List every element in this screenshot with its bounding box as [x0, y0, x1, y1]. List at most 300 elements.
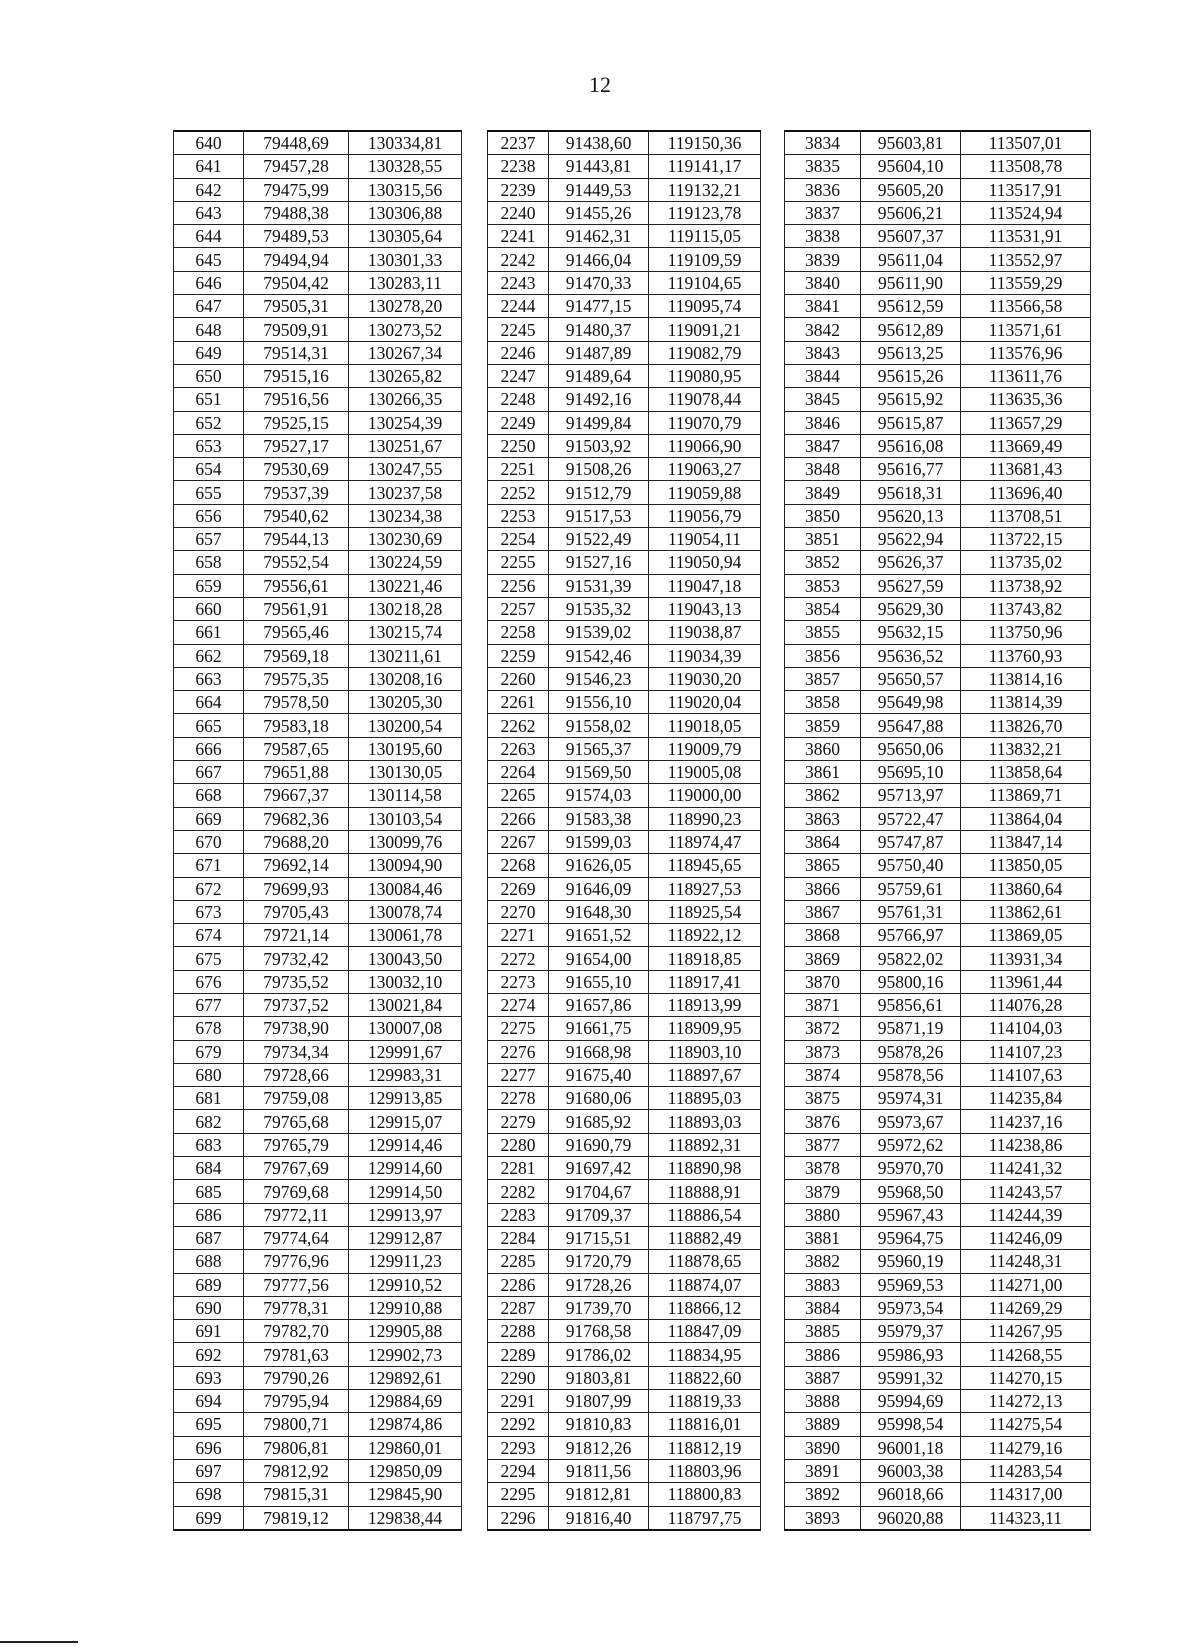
table-cell: 79494,94 — [244, 248, 349, 271]
column-gap — [761, 1296, 785, 1319]
table-cell: 655 — [174, 481, 244, 504]
table-cell: 113832,21 — [961, 737, 1091, 760]
table-cell: 129913,85 — [349, 1087, 462, 1110]
table-cell: 119009,79 — [649, 737, 761, 760]
table-cell: 79552,54 — [244, 551, 349, 574]
table-cell: 114107,23 — [961, 1040, 1091, 1063]
table-row — [174, 970, 1091, 993]
table-cell: 2237 — [488, 131, 549, 155]
column-gap — [761, 737, 785, 760]
table-cell: 3848 — [785, 458, 861, 481]
table-cell: 95878,56 — [861, 1063, 961, 1086]
table-cell: 130114,58 — [349, 784, 462, 807]
table-cell: 2290 — [488, 1366, 549, 1389]
table-cell: 658 — [174, 551, 244, 574]
table-cell: 113681,43 — [961, 458, 1091, 481]
table-cell: 643 — [174, 201, 244, 224]
table-cell: 686 — [174, 1203, 244, 1226]
table-cell: 95650,57 — [861, 667, 961, 690]
table-cell: 666 — [174, 737, 244, 760]
table-cell: 2296 — [488, 1506, 549, 1530]
table-cell: 676 — [174, 970, 244, 993]
table-row — [174, 1157, 1091, 1180]
table-cell: 91646,09 — [549, 877, 649, 900]
table-cell: 91704,67 — [549, 1180, 649, 1203]
table-cell: 129911,23 — [349, 1250, 462, 1273]
table-cell: 130305,64 — [349, 225, 462, 248]
column-gap — [462, 178, 488, 201]
column-gap — [462, 924, 488, 947]
table-cell: 2281 — [488, 1157, 549, 1180]
column-gap — [761, 318, 785, 341]
table-cell: 648 — [174, 318, 244, 341]
table-cell: 130247,55 — [349, 458, 462, 481]
table-cell: 2294 — [488, 1459, 549, 1482]
table-row — [174, 388, 1091, 411]
table-row — [174, 621, 1091, 644]
table-cell: 2238 — [488, 155, 549, 178]
table-cell: 79516,56 — [244, 388, 349, 411]
table-cell: 91487,89 — [549, 341, 649, 364]
column-gap — [462, 970, 488, 993]
table-cell: 3855 — [785, 621, 861, 644]
column-gap — [761, 1203, 785, 1226]
table-cell: 2295 — [488, 1483, 549, 1506]
column-gap — [761, 1040, 785, 1063]
table-cell: 95616,77 — [861, 458, 961, 481]
table-cell: 79765,68 — [244, 1110, 349, 1133]
table-cell: 2271 — [488, 924, 549, 947]
table-cell: 113507,01 — [961, 131, 1091, 155]
table-cell: 113869,05 — [961, 924, 1091, 947]
table-cell: 95627,59 — [861, 574, 961, 597]
table-cell: 130215,74 — [349, 621, 462, 644]
table-row — [174, 900, 1091, 923]
column-gap — [462, 737, 488, 760]
table-cell: 79737,52 — [244, 993, 349, 1016]
footer-rule — [0, 1641, 78, 1643]
table-cell: 682 — [174, 1110, 244, 1133]
table-cell: 2243 — [488, 271, 549, 294]
table-cell: 2251 — [488, 458, 549, 481]
column-gap — [761, 1459, 785, 1482]
column-gap — [462, 621, 488, 644]
column-gap — [462, 388, 488, 411]
table-cell: 114279,16 — [961, 1436, 1091, 1459]
table-cell: 113657,29 — [961, 411, 1091, 434]
table-cell: 114235,84 — [961, 1087, 1091, 1110]
table-cell: 3842 — [785, 318, 861, 341]
table-cell: 667 — [174, 761, 244, 784]
table-cell: 91539,02 — [549, 621, 649, 644]
table-cell: 3857 — [785, 667, 861, 690]
table-cell: 678 — [174, 1017, 244, 1040]
table-cell: 3865 — [785, 854, 861, 877]
table-row — [174, 271, 1091, 294]
table-cell: 119115,05 — [649, 225, 761, 248]
table-cell: 118909,95 — [649, 1017, 761, 1040]
table-cell: 129914,50 — [349, 1180, 462, 1203]
column-gap — [462, 1390, 488, 1413]
column-gap — [462, 551, 488, 574]
table-cell: 688 — [174, 1250, 244, 1273]
table-cell: 119070,79 — [649, 411, 761, 434]
column-gap — [462, 1226, 488, 1249]
table-row — [174, 644, 1091, 667]
column-gap — [761, 993, 785, 1016]
table-cell: 91569,50 — [549, 761, 649, 784]
table-cell: 118886,54 — [649, 1203, 761, 1226]
table-cell: 79781,63 — [244, 1343, 349, 1366]
table-cell: 119054,11 — [649, 528, 761, 551]
table-cell: 79790,26 — [244, 1366, 349, 1389]
column-gap — [761, 271, 785, 294]
table-cell: 669 — [174, 807, 244, 830]
table-cell: 79651,88 — [244, 761, 349, 784]
column-gap — [761, 900, 785, 923]
table-cell: 119132,21 — [649, 178, 761, 201]
table-cell: 118847,09 — [649, 1320, 761, 1343]
table-cell: 91728,26 — [549, 1273, 649, 1296]
table-cell: 644 — [174, 225, 244, 248]
table-cell: 95649,98 — [861, 691, 961, 714]
table-cell: 2273 — [488, 970, 549, 993]
table-cell: 3880 — [785, 1203, 861, 1226]
table-cell: 2272 — [488, 947, 549, 970]
table-cell: 130254,39 — [349, 411, 462, 434]
table-cell: 3856 — [785, 644, 861, 667]
table-cell: 95615,92 — [861, 388, 961, 411]
table-cell: 119030,20 — [649, 667, 761, 690]
table-row — [174, 830, 1091, 853]
table-cell: 130218,28 — [349, 597, 462, 620]
table-cell: 130266,35 — [349, 388, 462, 411]
table-cell: 95618,31 — [861, 481, 961, 504]
column-gap — [462, 761, 488, 784]
table-cell: 3889 — [785, 1413, 861, 1436]
table-cell: 91522,49 — [549, 528, 649, 551]
table-cell: 79776,96 — [244, 1250, 349, 1273]
table-cell: 129914,46 — [349, 1133, 462, 1156]
table-cell: 2268 — [488, 854, 549, 877]
column-gap — [462, 1017, 488, 1040]
table-cell: 2282 — [488, 1180, 549, 1203]
column-gap — [462, 1110, 488, 1133]
table-cell: 3891 — [785, 1459, 861, 1482]
table-cell: 114246,09 — [961, 1226, 1091, 1249]
table-cell: 130043,50 — [349, 947, 462, 970]
table-row — [174, 807, 1091, 830]
table-cell: 130237,58 — [349, 481, 462, 504]
table-cell: 3884 — [785, 1296, 861, 1319]
table-cell: 95606,21 — [861, 201, 961, 224]
column-gap — [462, 644, 488, 667]
table-cell: 113814,39 — [961, 691, 1091, 714]
table-cell: 113735,02 — [961, 551, 1091, 574]
table-cell: 95612,59 — [861, 295, 961, 318]
table-cell: 3873 — [785, 1040, 861, 1063]
table-cell: 114241,32 — [961, 1157, 1091, 1180]
table-cell: 95612,89 — [861, 318, 961, 341]
table-cell: 95991,32 — [861, 1366, 961, 1389]
column-gap — [462, 691, 488, 714]
table-cell: 95822,02 — [861, 947, 961, 970]
table-cell: 114270,15 — [961, 1366, 1091, 1389]
column-gap — [761, 1180, 785, 1203]
column-gap — [761, 784, 785, 807]
table-row — [174, 761, 1091, 784]
column-gap — [761, 1366, 785, 1389]
table-cell: 91512,79 — [549, 481, 649, 504]
table-cell: 79767,69 — [244, 1157, 349, 1180]
table-cell: 670 — [174, 830, 244, 853]
table-cell: 113559,29 — [961, 271, 1091, 294]
table-cell: 2257 — [488, 597, 549, 620]
table-cell: 130032,10 — [349, 970, 462, 993]
column-gap — [462, 1040, 488, 1063]
column-gap — [761, 248, 785, 271]
table-cell: 3888 — [785, 1390, 861, 1413]
column-gap — [761, 1063, 785, 1086]
table-cell: 79575,35 — [244, 667, 349, 690]
column-gap — [462, 1343, 488, 1366]
table-cell: 113814,16 — [961, 667, 1091, 690]
table-row — [174, 1436, 1091, 1459]
table-cell: 79777,56 — [244, 1273, 349, 1296]
table-cell: 119063,27 — [649, 458, 761, 481]
table-cell: 665 — [174, 714, 244, 737]
table-cell: 684 — [174, 1157, 244, 1180]
table-cell: 79565,46 — [244, 621, 349, 644]
table-cell: 79769,68 — [244, 1180, 349, 1203]
column-gap — [761, 1017, 785, 1040]
table-row — [174, 1110, 1091, 1133]
table-cell: 692 — [174, 1343, 244, 1366]
table-cell: 642 — [174, 178, 244, 201]
table-cell: 2244 — [488, 295, 549, 318]
table-cell: 3860 — [785, 737, 861, 760]
table-cell: 114268,55 — [961, 1343, 1091, 1366]
column-gap — [761, 388, 785, 411]
table-cell: 79721,14 — [244, 924, 349, 947]
table-cell: 91680,06 — [549, 1087, 649, 1110]
table-row — [174, 667, 1091, 690]
table-cell: 2275 — [488, 1017, 549, 1040]
table-cell: 113743,82 — [961, 597, 1091, 620]
table-cell: 2285 — [488, 1250, 549, 1273]
table-cell: 694 — [174, 1390, 244, 1413]
table-row — [174, 714, 1091, 737]
table-cell: 650 — [174, 364, 244, 387]
column-gap — [761, 364, 785, 387]
table-cell: 2248 — [488, 388, 549, 411]
table-cell: 113708,51 — [961, 504, 1091, 527]
table-row — [174, 1366, 1091, 1389]
table-cell: 3881 — [785, 1226, 861, 1249]
table-cell: 113738,92 — [961, 574, 1091, 597]
table-cell: 91438,60 — [549, 131, 649, 155]
table-cell: 118866,12 — [649, 1296, 761, 1319]
table-cell: 113862,61 — [961, 900, 1091, 923]
column-gap — [761, 924, 785, 947]
table-row — [174, 1483, 1091, 1506]
table-cell: 675 — [174, 947, 244, 970]
table-cell: 91812,81 — [549, 1483, 649, 1506]
column-gap — [761, 201, 785, 224]
table-cell: 130251,67 — [349, 434, 462, 457]
table-cell: 3885 — [785, 1320, 861, 1343]
table-cell: 95650,06 — [861, 737, 961, 760]
table-cell: 91655,10 — [549, 970, 649, 993]
table-cell: 95622,94 — [861, 528, 961, 551]
table-cell: 129983,31 — [349, 1063, 462, 1086]
table-cell: 3861 — [785, 761, 861, 784]
column-gap — [462, 1483, 488, 1506]
table-cell: 657 — [174, 528, 244, 551]
column-gap — [462, 1273, 488, 1296]
table-cell: 3877 — [785, 1133, 861, 1156]
column-gap — [761, 1157, 785, 1180]
column-gap — [462, 341, 488, 364]
column-gap — [462, 155, 488, 178]
table-cell: 2289 — [488, 1343, 549, 1366]
table-cell: 95972,62 — [861, 1133, 961, 1156]
table-cell: 79728,66 — [244, 1063, 349, 1086]
table-cell: 130221,46 — [349, 574, 462, 597]
table-cell: 3893 — [785, 1506, 861, 1530]
table-cell: 79759,08 — [244, 1087, 349, 1110]
table-cell: 119047,18 — [649, 574, 761, 597]
table-cell: 79457,28 — [244, 155, 349, 178]
table-cell: 130283,11 — [349, 271, 462, 294]
table-cell: 2274 — [488, 993, 549, 1016]
table-cell: 96001,18 — [861, 1436, 961, 1459]
table-cell: 3866 — [785, 877, 861, 900]
table-cell: 79800,71 — [244, 1413, 349, 1436]
table-cell: 2253 — [488, 504, 549, 527]
table-cell: 654 — [174, 458, 244, 481]
table-cell: 79699,93 — [244, 877, 349, 900]
table-cell: 79774,64 — [244, 1226, 349, 1249]
table-row — [174, 481, 1091, 504]
table-cell: 119123,78 — [649, 201, 761, 224]
table-cell: 79448,69 — [244, 131, 349, 155]
table-cell: 129838,44 — [349, 1506, 462, 1530]
table-cell: 113931,34 — [961, 947, 1091, 970]
table-row — [174, 1343, 1091, 1366]
table-cell: 3887 — [785, 1366, 861, 1389]
column-gap — [761, 667, 785, 690]
table-row — [174, 1273, 1091, 1296]
table-cell: 95856,61 — [861, 993, 961, 1016]
table-cell: 2264 — [488, 761, 549, 784]
table-cell: 3867 — [785, 900, 861, 923]
table-cell: 91517,53 — [549, 504, 649, 527]
table-cell: 2239 — [488, 178, 549, 201]
column-gap — [761, 597, 785, 620]
table-cell: 91556,10 — [549, 691, 649, 714]
table-cell: 79556,61 — [244, 574, 349, 597]
table-cell: 699 — [174, 1506, 244, 1530]
table-cell: 119082,79 — [649, 341, 761, 364]
column-gap — [761, 970, 785, 993]
column-gap — [462, 574, 488, 597]
column-gap — [462, 854, 488, 877]
table-cell: 91574,03 — [549, 784, 649, 807]
table-cell: 664 — [174, 691, 244, 714]
table-row — [174, 225, 1091, 248]
table-cell: 119018,05 — [649, 714, 761, 737]
table-cell: 119000,00 — [649, 784, 761, 807]
table-cell: 91492,16 — [549, 388, 649, 411]
table-row — [174, 1017, 1091, 1040]
table-cell: 118800,83 — [649, 1483, 761, 1506]
table-cell: 79806,81 — [244, 1436, 349, 1459]
table-row — [174, 1459, 1091, 1482]
column-gap — [462, 248, 488, 271]
table-cell: 3849 — [785, 481, 861, 504]
table-cell: 689 — [174, 1273, 244, 1296]
table-cell: 79782,70 — [244, 1320, 349, 1343]
table-cell: 3837 — [785, 201, 861, 224]
column-gap — [462, 1087, 488, 1110]
table-cell: 118816,01 — [649, 1413, 761, 1436]
column-gap — [761, 1343, 785, 1366]
table-cell: 95970,70 — [861, 1157, 961, 1180]
table-cell: 662 — [174, 644, 244, 667]
table-cell: 693 — [174, 1366, 244, 1389]
table-cell: 2240 — [488, 201, 549, 224]
table-cell: 91697,42 — [549, 1157, 649, 1180]
table-cell: 690 — [174, 1296, 244, 1319]
table-cell: 79732,42 — [244, 947, 349, 970]
table-cell: 118882,49 — [649, 1226, 761, 1249]
table-cell: 95766,97 — [861, 924, 961, 947]
table-cell: 3844 — [785, 364, 861, 387]
table-row — [174, 411, 1091, 434]
table-cell: 2241 — [488, 225, 549, 248]
table-cell: 114267,95 — [961, 1320, 1091, 1343]
table-cell: 659 — [174, 574, 244, 597]
table-cell: 673 — [174, 900, 244, 923]
table-cell: 679 — [174, 1040, 244, 1063]
column-gap — [462, 458, 488, 481]
table-cell: 656 — [174, 504, 244, 527]
table-cell: 130267,34 — [349, 341, 462, 364]
table-cell: 79525,15 — [244, 411, 349, 434]
table-cell: 2278 — [488, 1087, 549, 1110]
table-cell: 129991,67 — [349, 1040, 462, 1063]
table-cell: 130208,16 — [349, 667, 462, 690]
table-cell: 2293 — [488, 1436, 549, 1459]
table-cell: 118925,54 — [649, 900, 761, 923]
table-cell: 95647,88 — [861, 714, 961, 737]
table-cell: 95607,37 — [861, 225, 961, 248]
table-cell: 91535,32 — [549, 597, 649, 620]
table-cell: 3878 — [785, 1157, 861, 1180]
table-cell: 2283 — [488, 1203, 549, 1226]
table-cell: 114107,63 — [961, 1063, 1091, 1086]
column-gap — [761, 551, 785, 574]
column-gap — [462, 1250, 488, 1273]
table-cell: 113635,36 — [961, 388, 1091, 411]
column-gap — [761, 295, 785, 318]
column-gap — [761, 854, 785, 877]
table-cell: 130061,78 — [349, 924, 462, 947]
table-cell: 3851 — [785, 528, 861, 551]
table-cell: 91648,30 — [549, 900, 649, 923]
table-cell: 3882 — [785, 1250, 861, 1273]
